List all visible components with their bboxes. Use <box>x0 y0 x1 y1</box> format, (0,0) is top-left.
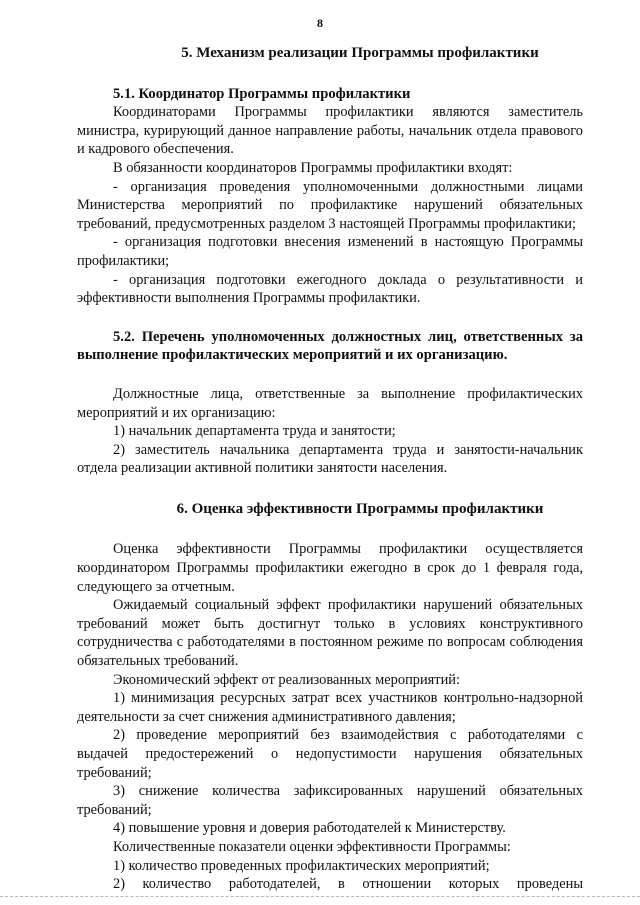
section-6-heading: 6. Оценка эффективности Программы профилактики <box>176 500 544 517</box>
section-5-heading: 5. Механизм реализации Программы профилактики <box>181 45 539 61</box>
section-6-paragraph-indicators: Количественные показатели оценки эффективности Программы: <box>113 838 511 855</box>
section-6-economic-item-1: 1) минимизация ресурсных затрат всех участников контрольно-надзорной деятельности за счет снижения административного давления; <box>77 690 583 725</box>
page-number: 8 <box>317 16 323 30</box>
section-5-1-duty-item-2: - организация подготовки внесения изменений в настоящую Программы профилактики; <box>77 234 583 269</box>
section-5-2-official-item-2: 2) заместитель начальника департамента труда и занятости-начальник отдела реализации активной политики занятости населения. <box>77 441 583 477</box>
section-5-1-paragraph-duties: В обязанности координаторов Программы профилактики входят: <box>113 159 513 176</box>
document-body <box>77 44 583 894</box>
section-5-2-official-item-1: 1) начальник департамента труда и занятости; <box>113 423 396 440</box>
section-6-paragraph-assessment: Оценка эффективности Программы профилактики осуществляется координатором Программы профилактики ежегодно в срок до 1 февраля года, следующего за отчетным. <box>77 541 583 595</box>
section-5-1-duty-item-1: - организация проведения уполномоченными должностными лицами Министерства мероприятий по профилактике нарушений обязательных требований, предусмотренных разделом 3 настоящей Программы профилактики; <box>77 178 583 232</box>
section-5-1-paragraph-coordinators: Координаторами Программы профилактики являются заместитель министра, курирующий данное направление работы, начальник отдела правового и кадрового обеспечения. <box>77 104 583 158</box>
section-5-2-paragraph-officials: Должностные лица, ответственные за выполнение профилактических мероприятий и их организацию: <box>77 385 583 421</box>
section-6-paragraph-social-effect: Ожидаемый социальный эффект профилактики нарушений обязательных требований может быть достигнут только в условиях конструктивного сотрудничества с работодателями в постоянном режиме по вопросам соблюдения обязательных требований. <box>77 597 583 670</box>
section-6-economic-item-3: 3) снижение количества зафиксированных нарушений обязательных требований; <box>77 783 583 818</box>
section-6-indicator-item-2: 2) количество работодателей, в отношении которых проведены <box>113 876 583 893</box>
section-6-indicator-item-1: 1) количество проведенных профилактических мероприятий; <box>113 857 490 874</box>
scan-edge-line <box>0 896 640 897</box>
section-5-1-heading: 5.1. Координатор Программы профилактики <box>113 85 411 102</box>
section-5-2-heading: 5.2. Перечень уполномоченных должностных лиц, ответственных за выполнение профилактических мероприятий и их организацию. <box>77 328 583 364</box>
section-6-economic-item-4: 4) повышение уровня и доверия работодателей к Министерству. <box>113 820 506 837</box>
section-6-paragraph-economic-effect: Экономический эффект от реализованных мероприятий: <box>113 671 460 688</box>
section-6-economic-item-2: 2) проведение мероприятий без взаимодействия с работодателями с выдачей предостережений о недопустимости нарушения обязательных требований; <box>77 727 583 781</box>
section-5-1-duty-item-3: - организация подготовки ежегодного доклада о результативности и эффективности выполнения Программы профилактики. <box>77 271 583 307</box>
